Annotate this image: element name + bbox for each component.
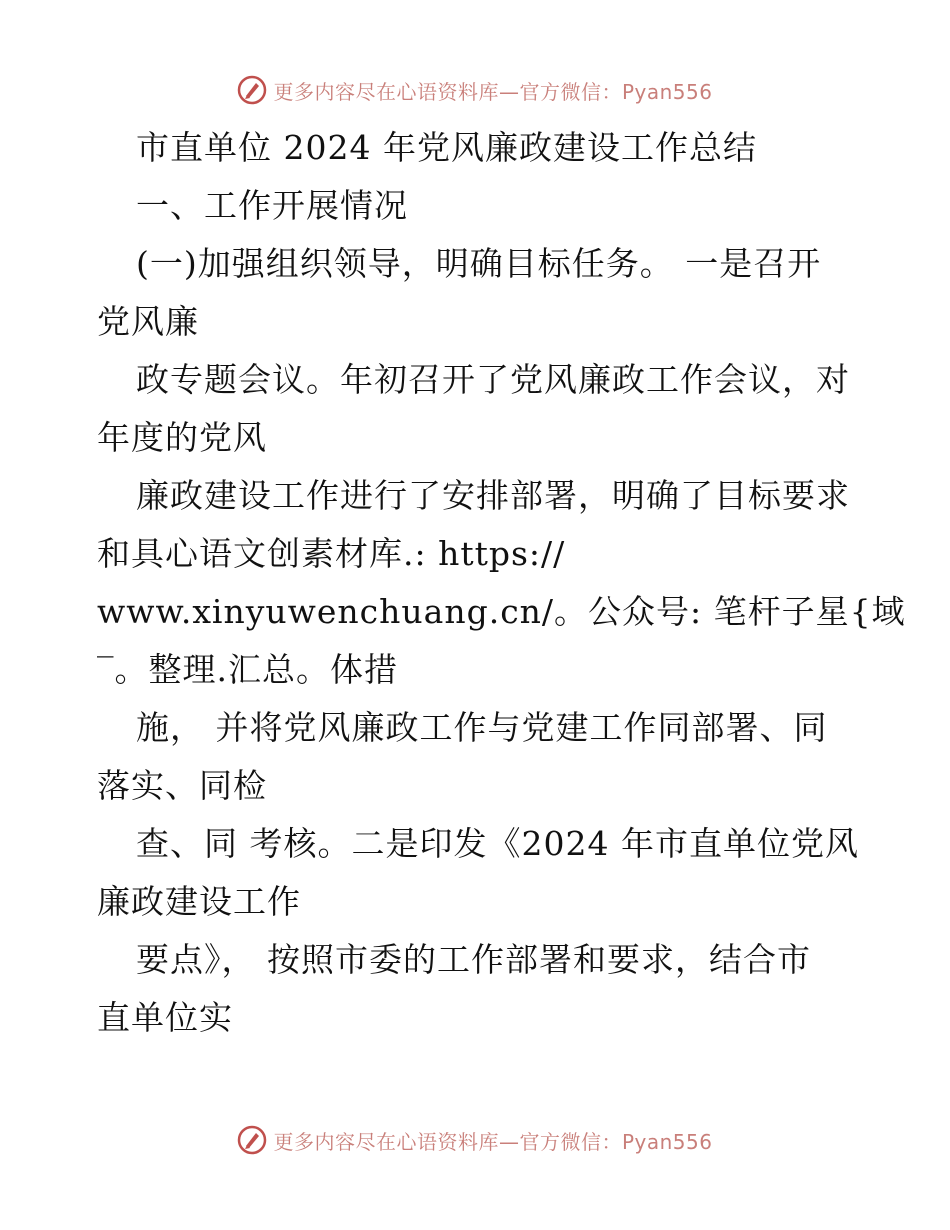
paragraph-line: 落实、同检 (97, 766, 267, 805)
document-title: 市直单位 2024 年党风廉政建设工作总结 (136, 128, 757, 167)
watermark-banner-bottom (0, 1120, 950, 1160)
pen-logo-icon (237, 75, 267, 105)
section-heading: 一、工作开展情况 (136, 186, 408, 225)
paragraph-line: 施， 并将党风廉政工作与党建工作同部署、同 (136, 708, 828, 747)
paragraph-line: 廉政建设工作 (97, 882, 301, 921)
paragraph-line: ‾。整理.汇总。体措 (97, 650, 398, 689)
paragraph-line: 直单位实 (97, 998, 233, 1037)
paragraph-line: 政专题会议。年初召开了党风廉政工作会议，对 (136, 360, 850, 399)
pen-logo-icon (237, 1125, 267, 1155)
paragraph-line: 年度的党风 (97, 418, 267, 457)
watermark-banner-top (0, 70, 950, 110)
paragraph-line: 查、同 考核。二是印发《2024 年市直单位党风 (136, 824, 859, 863)
watermark-text: 更多内容尽在心语资料库—官方微信：Pyan556 (273, 1129, 713, 1154)
paragraph-line: 党风廉 (97, 302, 199, 341)
paragraph-line: (一)加强组织领导，明确目标任务。 一是召开 (136, 244, 822, 283)
paragraph-line: 和具心语文创素材库.: https:// (97, 534, 566, 573)
paragraph-line: 廉政建设工作进行了安排部署，明确了目标要求 (136, 476, 850, 515)
watermark-text: 更多内容尽在心语资料库—官方微信：Pyan556 (273, 79, 713, 104)
paragraph-line: 要点》， 按照市委的工作部署和要求，结合市 (136, 940, 811, 979)
paragraph-line: www.xinyuwenchuang.cn/。公众号: 笔杆子星{域 (97, 592, 906, 631)
